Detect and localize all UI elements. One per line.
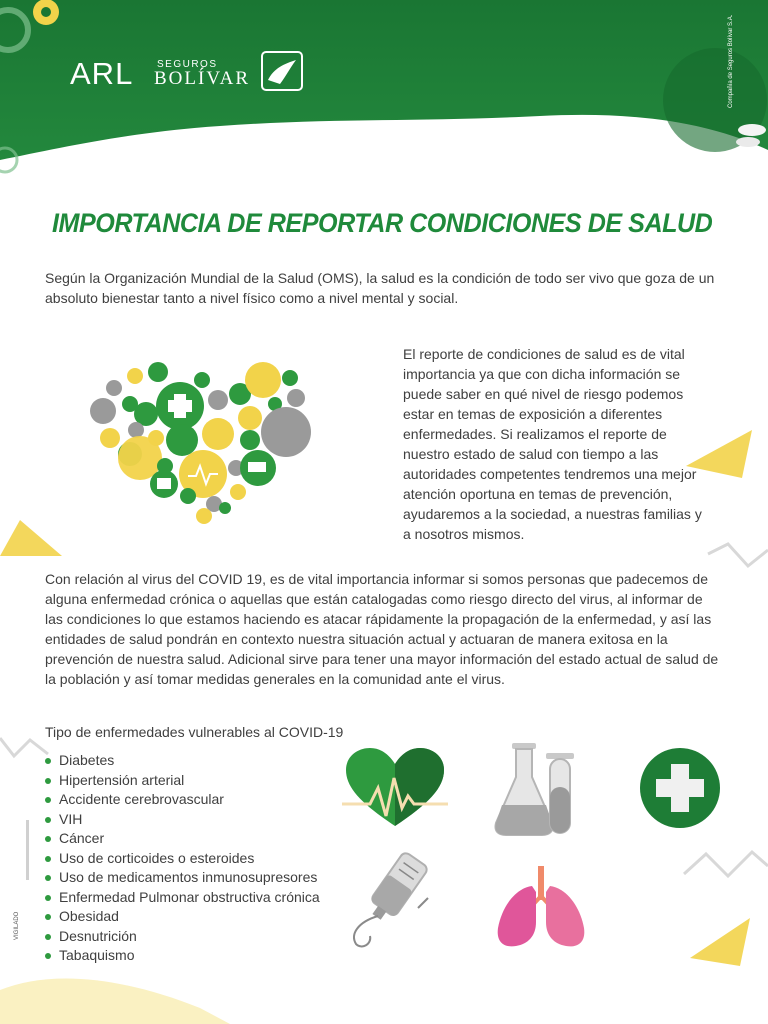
covid-paragraph: Con relación al virus del COVID 19, es de vital importancia informar si somos personas que padecemos de alguna enfermedad crónica o aquellas que están catalogadas como riesgo directo del virus, al informar de las condiciones lo que estamos haciendo es atacar rápidamente la propagación de la enfermedad, y así las entidades de salud pondrán en contexto nuestra situación actual y actuaran de manera exitosa en la prevención de nuestra salud. Adicional sirve para tener una mayor información del estado actual de salud de la población y así tomar medidas generales en la comunidad ante el virus. (45, 571, 719, 687)
disease-list (45, 751, 320, 966)
list-item: Diabetes (45, 751, 320, 771)
heartbeat-icon (342, 748, 448, 828)
yellow-wave-decoration (0, 960, 230, 1024)
list-heading: Tipo de enfermedades vulnerables al COVID-19 (45, 724, 344, 740)
iv-bag-icon (348, 852, 434, 950)
list-item: Enfermedad Pulmonar obstructiva crónica (45, 888, 320, 908)
zigzag-decoration-left (0, 730, 50, 760)
list-item: Desnutrición (45, 927, 320, 947)
vigilado-label: VIGILADO (14, 911, 20, 940)
report-paragraph: El reporte de condiciones de salud es de vital importancia ya que con dicha información se puede saber en qué nivel de riesgo podemos estar en temas de exposición a diferentes enfermedades. Si realizamos el reporte de nuestro estado de salud con tiempo a las autoridades competentes tendremos una mejor atención oportuna en temas de prevención, ayudaremos a la sociedad, a nuestras familias y a nosotros mismos. (403, 346, 702, 542)
regulator-text-mark (24, 820, 32, 880)
list-item: Uso de corticoides o esteroides (45, 849, 320, 869)
list-item: Tabaquismo (45, 946, 320, 966)
list-item: VIH (45, 810, 320, 830)
yellow-triangle-decoration-left (0, 516, 70, 562)
medical-cross-icon (638, 748, 722, 828)
list-item: Obesidad (45, 907, 320, 927)
bolivar-logo-text: BOLÍVAR (154, 68, 250, 89)
zigzag-decoration-right (682, 846, 768, 886)
company-vertical-text: Compañía de Seguros Bolívar S.A. (728, 14, 734, 108)
lungs-icon (496, 866, 586, 950)
yellow-triangle-decoration-right (686, 914, 756, 970)
yellow-triangle-decoration (686, 428, 756, 480)
intro-paragraph: Según la Organización Mundial de la Salud (OMS), la salud es la condición de todo ser vivo que goza de un absoluto bienestar tanto a nivel físico como a nivel mental y social. (45, 270, 715, 306)
list-item: Uso de medicamentos inmunosupresores (45, 868, 320, 888)
arl-logo: ARL (70, 56, 134, 91)
list-item: Cáncer (45, 829, 320, 849)
flask-icon (492, 743, 578, 837)
heart-icon-collage (90, 358, 320, 528)
list-item: Hipertensión arterial (45, 771, 320, 791)
seguros-label: SEGUROS (157, 59, 218, 70)
header-banner (0, 0, 768, 190)
page-title: IMPORTANCIA DE REPORTAR CONDICIONES DE SALUD (52, 208, 713, 238)
list-item: Accidente cerebrovascular (45, 790, 320, 810)
bolivar-logo-icon (260, 50, 304, 92)
